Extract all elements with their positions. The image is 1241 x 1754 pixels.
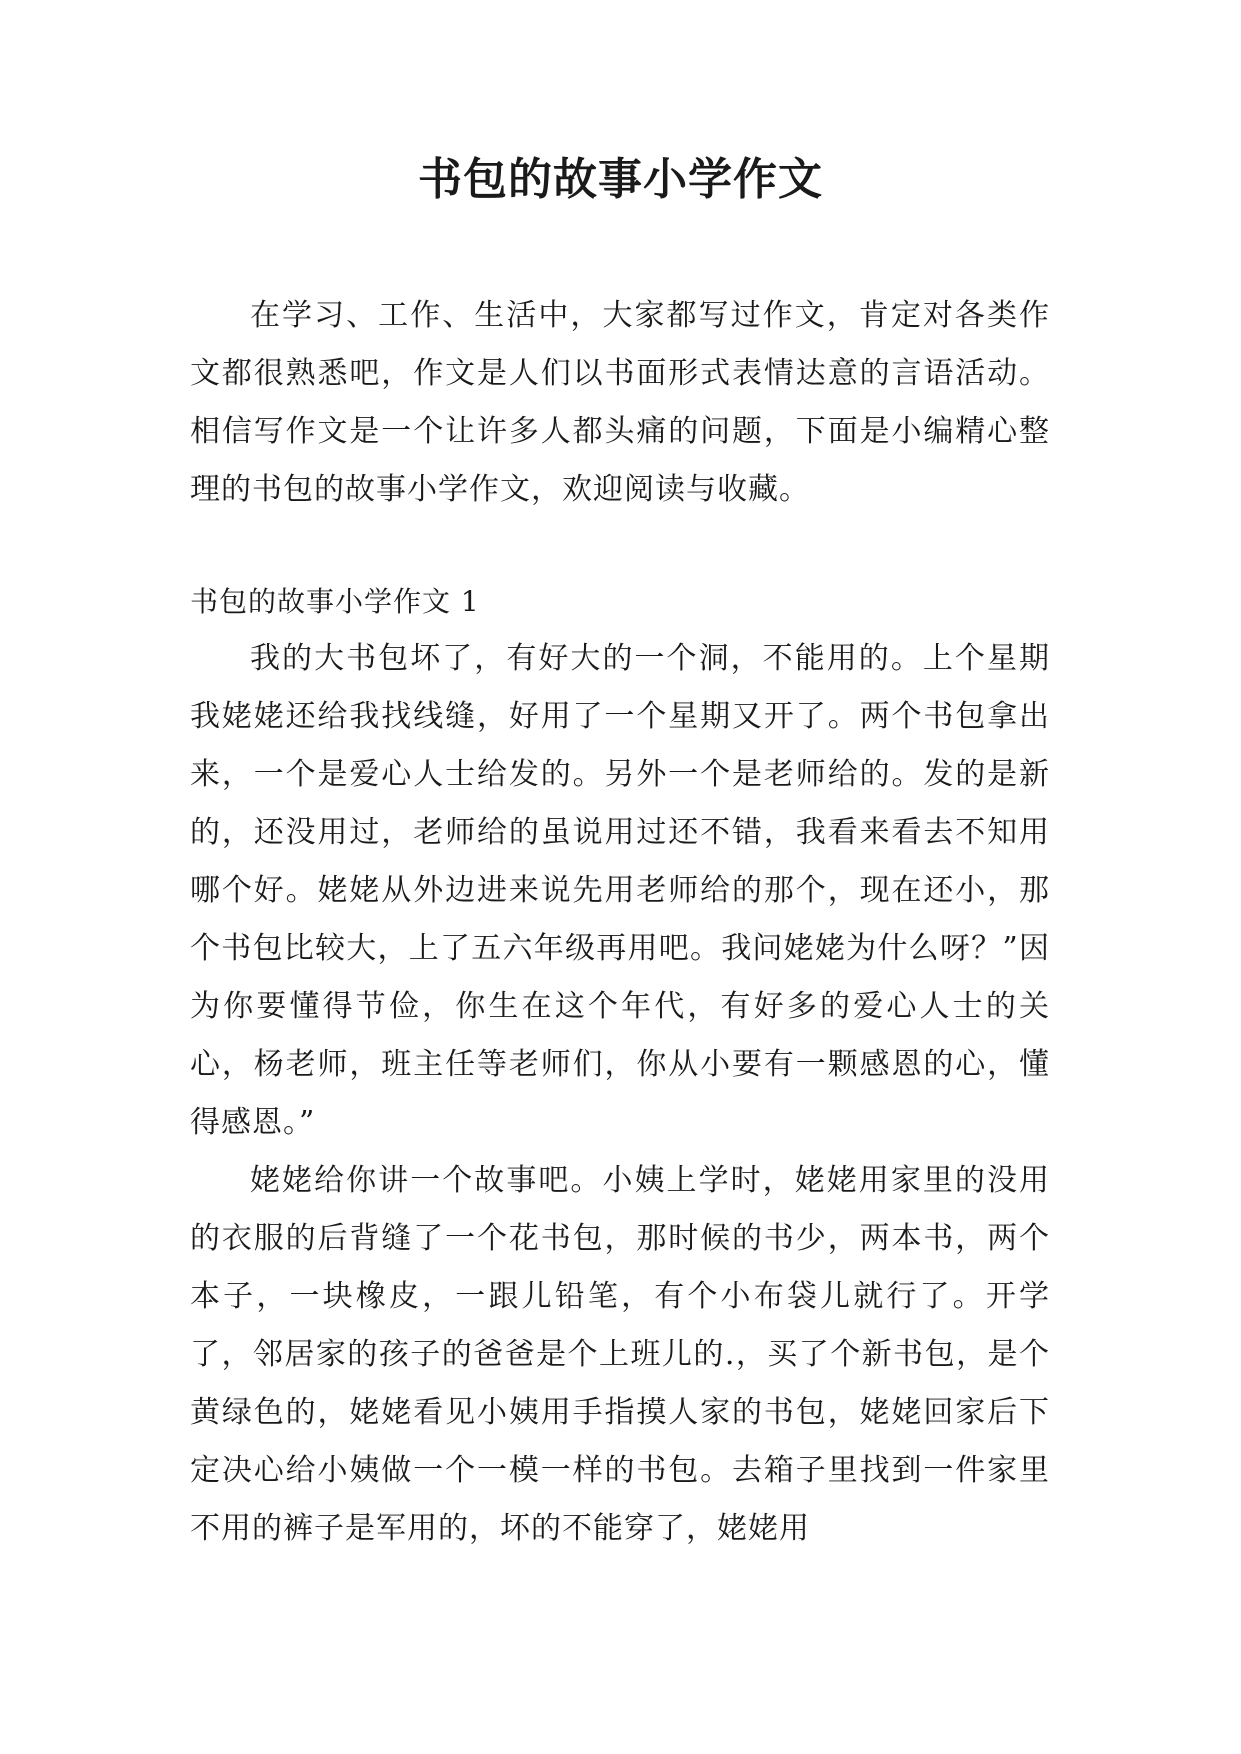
story-paragraph-2: 姥姥给你讲一个故事吧。小姨上学时，姥姥用家里的没用的衣服的后背缝了一个花书包，那时候的书少，两本书，两个本子，一块橡皮，一跟儿铅笔，有个小布袋儿就行了。开学了，邻居家的孩子的爸爸是个上班儿的.，买了个新书包，是个黄绿色的，姥姥看见小姨用手指摸人家的书包，姥姥回家后下定决心给小姨做一个一模一样的书包。去箱子里找到一件家里不用的裤子是军用的，坏的不能穿了，姥姥用 xyxy=(190,1163,1050,1546)
story-paragraph-1: 我的大书包坏了，有好大的一个洞，不能用的。上个星期我姥姥还给我找线缝，好用了一个星期又开了。两个书包拿出来，一个是爱心人士给发的。另外一个是老师给的。发的是新的，还没用过，老师给的虽说用过还不错，我看来看去不知用哪个好。姥姥从外边进来说先用老师给的那个，现在还小，那个书包比较大，上了五六年级再用吧。我问姥姥为什么呀？”因为你要懂得节俭，你生在这个年代，有好多的爱心人士的关心，杨老师，班主任等老师们，你从小要有一颗感恩的心，懂得感恩。” xyxy=(190,641,1050,1140)
document-title: 书包的故事小学作文 xyxy=(418,154,823,205)
story-section xyxy=(190,630,1050,1558)
intro-section xyxy=(190,287,1050,519)
section-heading: 书包的故事小学作文 1 xyxy=(190,585,480,618)
intro-paragraph: 在学习、工作、生活中，大家都写过作文，肯定对各类作文都很熟悉吧，作文是人们以书面形式表情达意的言语活动。相信写作文是一个让许多人都头痛的问题，下面是小编精心整理的书包的故事小学作文，欢迎阅读与收藏。 xyxy=(190,298,1050,507)
